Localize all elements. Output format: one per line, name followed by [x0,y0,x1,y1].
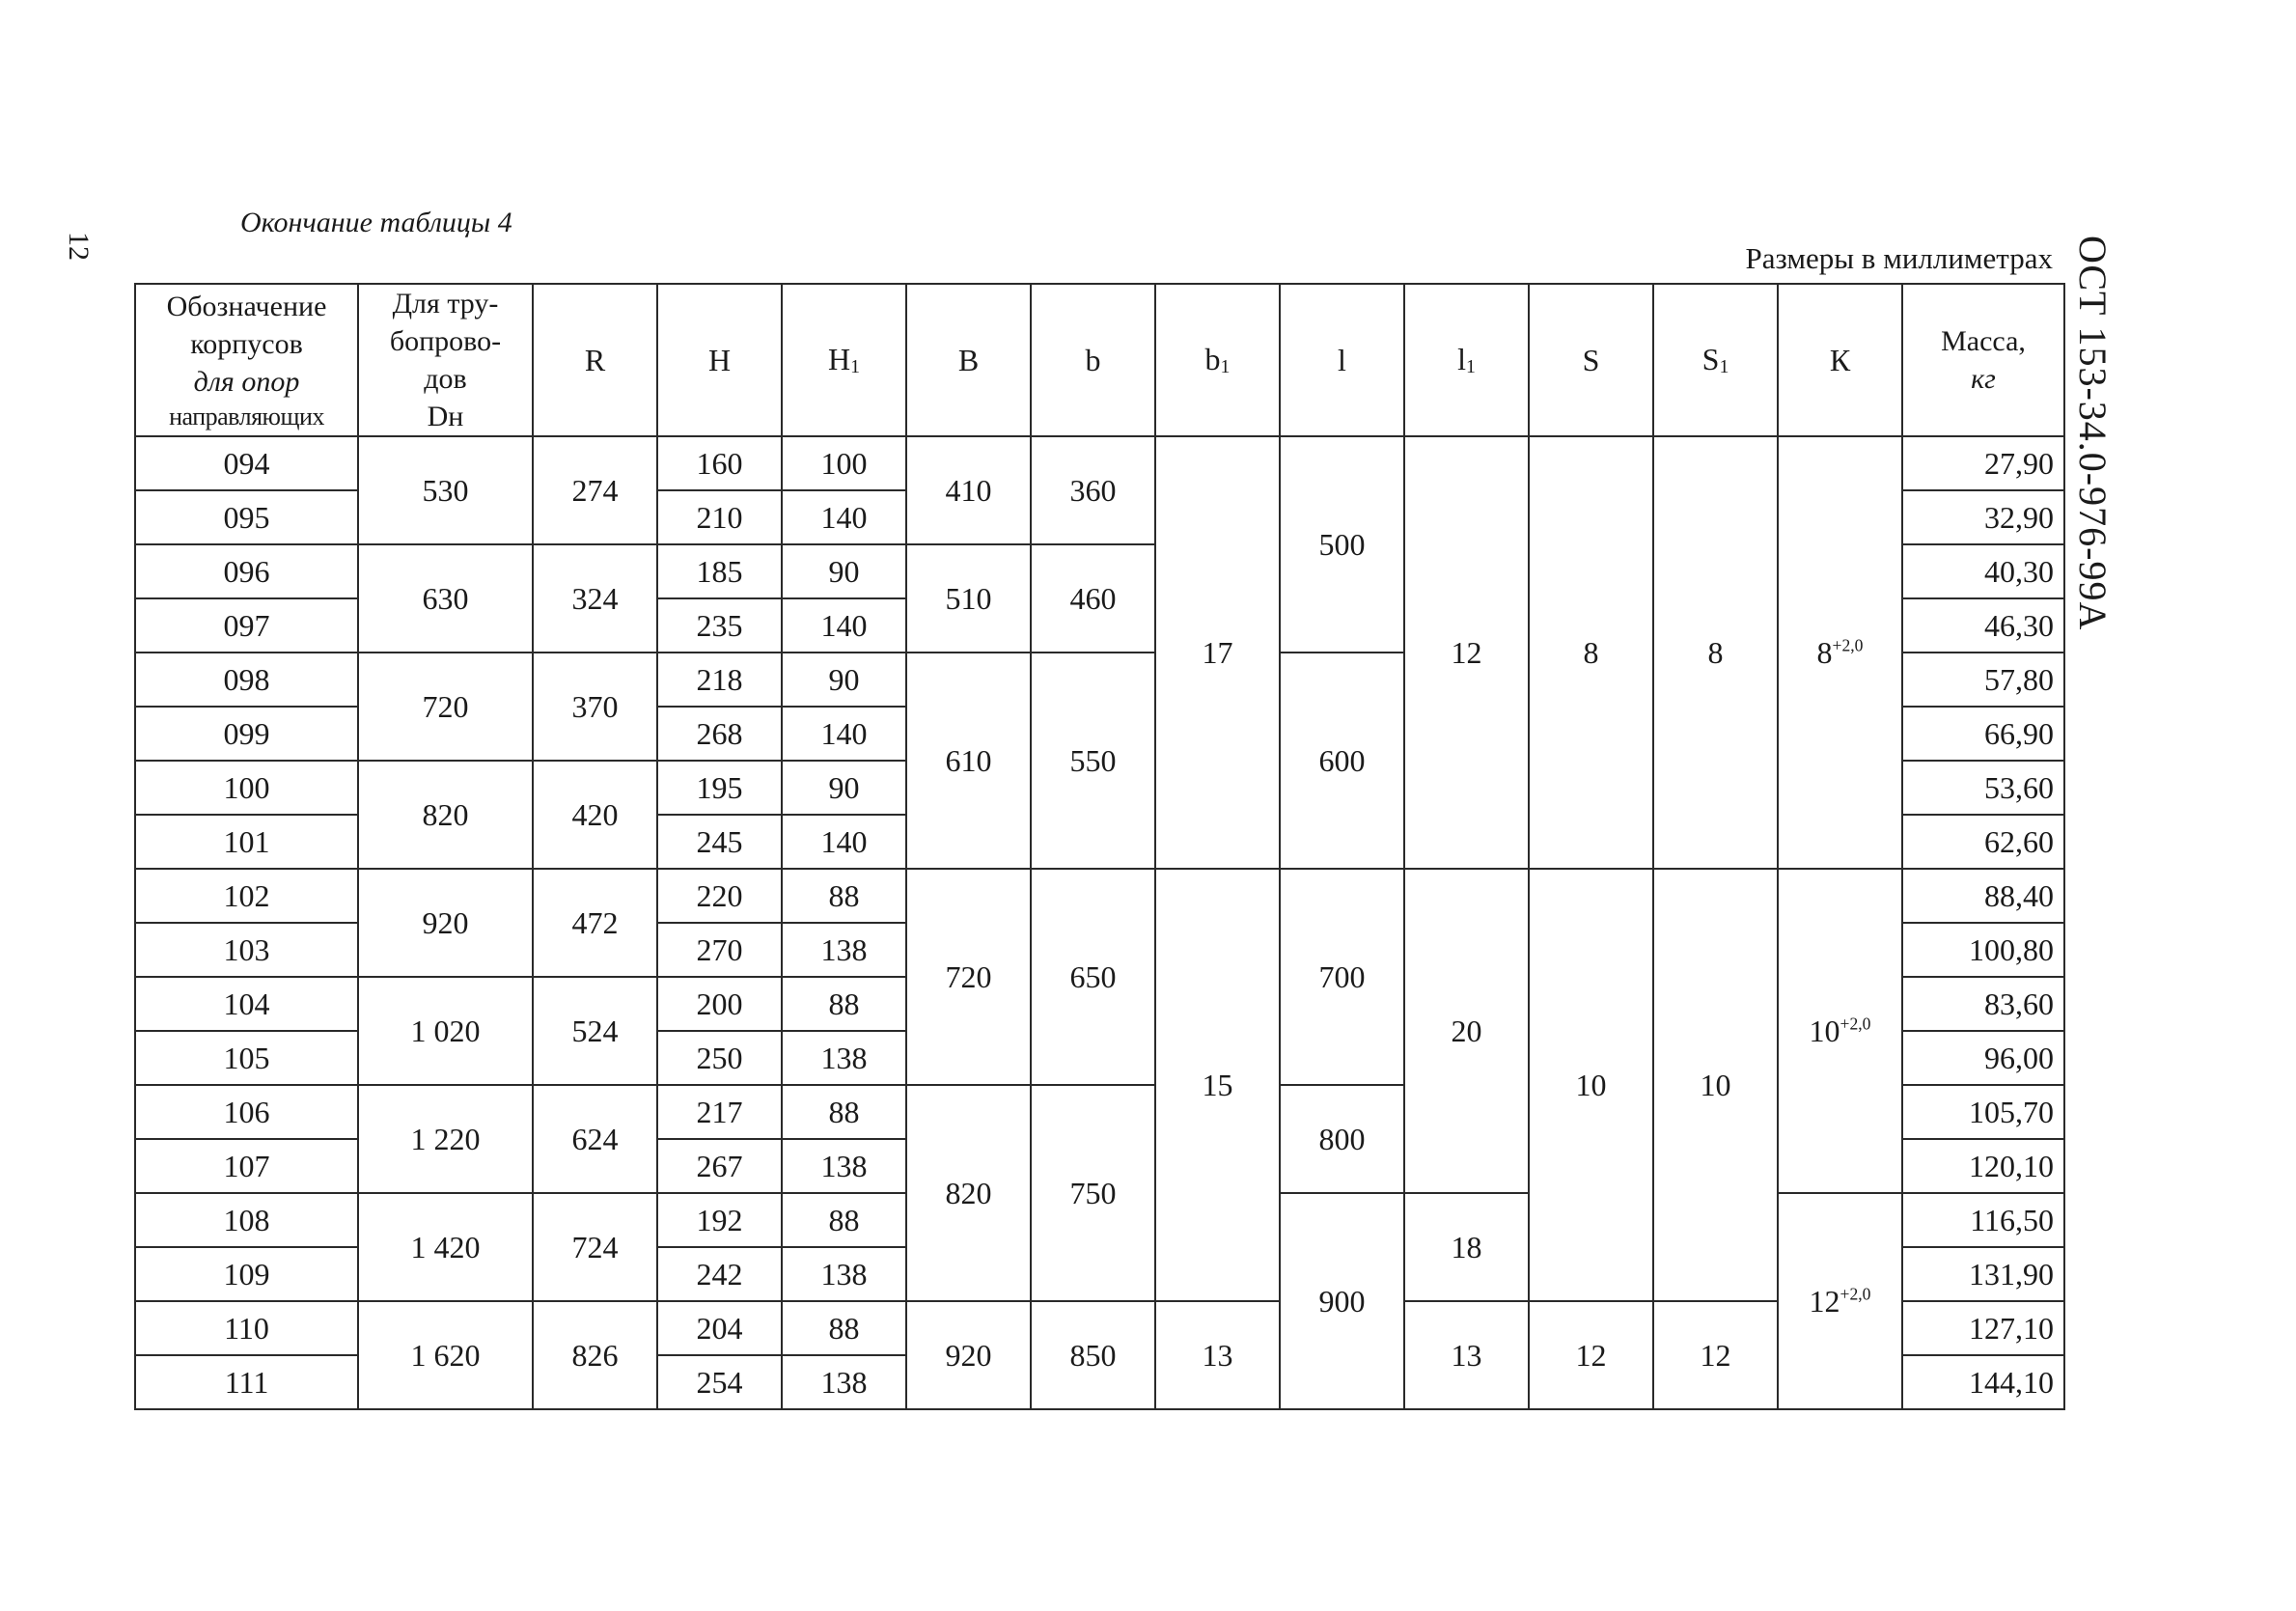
R-cell: 472 [533,869,657,977]
K-tolerance: +2,0 [1832,635,1864,655]
header-pipe-line: Dн [427,401,464,432]
header-S1-sub: 1 [1719,355,1729,377]
designation-cell: 101 [135,815,358,869]
b-cell: 360 [1031,436,1155,544]
H1-cell: 88 [782,1301,906,1355]
R-cell: 524 [533,977,657,1085]
H-cell: 220 [657,869,782,923]
designation-cell: 107 [135,1139,358,1193]
l1-cell: 20 [1404,869,1529,1193]
designation-cell: 096 [135,544,358,598]
H-cell: 195 [657,761,782,815]
header-S1 [1653,284,1778,436]
H-cell: 254 [657,1355,782,1409]
K-base: 8 [1816,635,1833,670]
table-caption: Окончание таблицы 4 [240,207,512,238]
pipe-diameter-cell: 1 020 [358,977,533,1085]
header-l1-sub: 1 [1465,355,1476,377]
designation-cell: 108 [135,1193,358,1247]
R-cell: 420 [533,761,657,869]
H-cell: 218 [657,653,782,707]
header-S1-base: S [1701,341,1720,376]
designation-cell: 097 [135,598,358,653]
header-b1-base: b [1204,341,1221,376]
designation-cell: 102 [135,869,358,923]
header-pipe-line: Для тру- [392,288,499,319]
H1-cell: 140 [782,707,906,761]
H1-cell: 90 [782,544,906,598]
pipe-diameter-cell: 1 220 [358,1085,533,1193]
mass-cell: 62,60 [1902,815,2064,869]
B-cell: 820 [906,1085,1031,1301]
H1-cell: 138 [782,1031,906,1085]
document-code: ОСТ 153-34.0-976-99А [2071,236,2115,631]
b-cell: 460 [1031,544,1155,653]
l-cell: 600 [1280,653,1404,869]
mass-cell: 100,80 [1902,923,2064,977]
designation-cell: 110 [135,1301,358,1355]
b-cell: 550 [1031,653,1155,869]
header-designation-line: для опор [193,365,300,398]
header-K: К [1778,284,1902,436]
dimensions-table [134,283,2065,1410]
header-l1 [1404,284,1529,436]
K-cell [1778,869,1902,1193]
designation-cell: 104 [135,977,358,1031]
H-cell: 245 [657,815,782,869]
H1-cell: 90 [782,761,906,815]
header-H1 [782,284,906,436]
K-cell [1778,436,1902,869]
S-cell: 8 [1529,436,1653,869]
H-cell: 217 [657,1085,782,1139]
H1-cell: 140 [782,598,906,653]
H1-cell: 140 [782,490,906,544]
S-cell: 12 [1529,1301,1653,1409]
mass-cell: 40,30 [1902,544,2064,598]
b-cell: 850 [1031,1301,1155,1409]
header-B: B [906,284,1031,436]
b1-cell: 17 [1155,436,1280,869]
B-cell: 610 [906,653,1031,869]
designation-cell: 106 [135,1085,358,1139]
mass-cell: 83,60 [1902,977,2064,1031]
H1-cell: 138 [782,1139,906,1193]
units-note: Размеры в миллиметрах [1745,241,2053,275]
H-cell: 268 [657,707,782,761]
H-cell: 200 [657,977,782,1031]
b-cell: 750 [1031,1085,1155,1301]
header-pipe-diameter [358,284,533,436]
mass-cell: 96,00 [1902,1031,2064,1085]
H-cell: 210 [657,490,782,544]
pipe-diameter-cell: 720 [358,653,533,761]
mass-cell: 32,90 [1902,490,2064,544]
R-cell: 724 [533,1193,657,1301]
H1-cell: 140 [782,815,906,869]
H1-cell: 100 [782,436,906,490]
H1-cell: 138 [782,1247,906,1301]
designation-cell: 109 [135,1247,358,1301]
H-cell: 267 [657,1139,782,1193]
H1-cell: 88 [782,1085,906,1139]
mass-cell: 131,90 [1902,1247,2064,1301]
designation-cell: 098 [135,653,358,707]
table-row [135,436,2064,490]
header-mass-line: кг [1971,363,1996,395]
R-cell: 324 [533,544,657,653]
pipe-diameter-cell: 530 [358,436,533,544]
l-cell: 800 [1280,1085,1404,1193]
H1-cell: 88 [782,1193,906,1247]
mass-cell: 27,90 [1902,436,2064,490]
header-R: R [533,284,657,436]
header-H: H [657,284,782,436]
designation-cell: 111 [135,1355,358,1409]
b1-cell: 15 [1155,869,1280,1301]
K-tolerance: +2,0 [1840,1284,1871,1304]
B-cell: 510 [906,544,1031,653]
H-cell: 242 [657,1247,782,1301]
H1-cell: 138 [782,1355,906,1409]
S-cell: 10 [1529,869,1653,1301]
mass-cell: 53,60 [1902,761,2064,815]
K-base: 10 [1809,1014,1840,1048]
H-cell: 204 [657,1301,782,1355]
mass-cell: 88,40 [1902,869,2064,923]
b-cell: 650 [1031,869,1155,1085]
l1-cell: 18 [1404,1193,1529,1301]
l1-cell: 13 [1404,1301,1529,1409]
mass-cell: 46,30 [1902,598,2064,653]
H-cell: 250 [657,1031,782,1085]
pipe-diameter-cell: 820 [358,761,533,869]
mass-cell: 66,90 [1902,707,2064,761]
header-designation-line: корпусов [190,327,303,360]
H-cell: 235 [657,598,782,653]
l-cell: 700 [1280,869,1404,1085]
S1-cell: 12 [1653,1301,1778,1409]
R-cell: 274 [533,436,657,544]
mass-cell: 120,10 [1902,1139,2064,1193]
header-b1 [1155,284,1280,436]
K-cell [1778,1193,1902,1409]
B-cell: 410 [906,436,1031,544]
header-row [135,284,2064,436]
l1-cell: 12 [1404,436,1529,869]
header-l1-base: l [1457,341,1466,376]
mass-cell: 144,10 [1902,1355,2064,1409]
B-cell: 720 [906,869,1031,1085]
b1-cell: 13 [1155,1301,1280,1409]
header-pipe-line: дов [424,363,467,395]
designation-cell: 095 [135,490,358,544]
header-designation-line: направляющих [169,402,324,431]
header-designation [135,284,358,436]
table-row [135,1301,2064,1355]
l-cell: 500 [1280,436,1404,653]
header-mass-line: Масса, [1941,325,2026,357]
R-cell: 624 [533,1085,657,1193]
R-cell: 826 [533,1301,657,1409]
header-l: l [1280,284,1404,436]
header-pipe-line: бопрово- [389,325,502,357]
designation-cell: 105 [135,1031,358,1085]
mass-cell: 57,80 [1902,653,2064,707]
table-row [135,869,2064,923]
K-tolerance: +2,0 [1840,1014,1871,1034]
H1-cell: 88 [782,869,906,923]
designation-cell: 103 [135,923,358,977]
mass-cell: 105,70 [1902,1085,2064,1139]
R-cell: 370 [533,653,657,761]
B-cell: 920 [906,1301,1031,1409]
l-cell: 900 [1280,1193,1404,1409]
pipe-diameter-cell: 1 620 [358,1301,533,1409]
H1-cell: 138 [782,923,906,977]
header-mass [1902,284,2064,436]
header-H1-base: H [827,341,851,376]
H-cell: 160 [657,436,782,490]
H-cell: 185 [657,544,782,598]
K-base: 12 [1809,1284,1840,1319]
pipe-diameter-cell: 1 420 [358,1193,533,1301]
H1-cell: 88 [782,977,906,1031]
mass-cell: 127,10 [1902,1301,2064,1355]
page-number: 12 [63,232,95,261]
H1-cell: 90 [782,653,906,707]
H-cell: 192 [657,1193,782,1247]
pipe-diameter-cell: 630 [358,544,533,653]
mass-cell: 116,50 [1902,1193,2064,1247]
pipe-diameter-cell: 920 [358,869,533,977]
H-cell: 270 [657,923,782,977]
header-S: S [1529,284,1653,436]
S1-cell: 10 [1653,869,1778,1301]
S1-cell: 8 [1653,436,1778,869]
designation-cell: 100 [135,761,358,815]
designation-cell: 094 [135,436,358,490]
designation-cell: 099 [135,707,358,761]
header-H1-sub: 1 [850,355,861,377]
header-designation-line: Обозначение [166,290,327,322]
header-b1-sub: 1 [1220,355,1231,377]
header-b: b [1031,284,1155,436]
